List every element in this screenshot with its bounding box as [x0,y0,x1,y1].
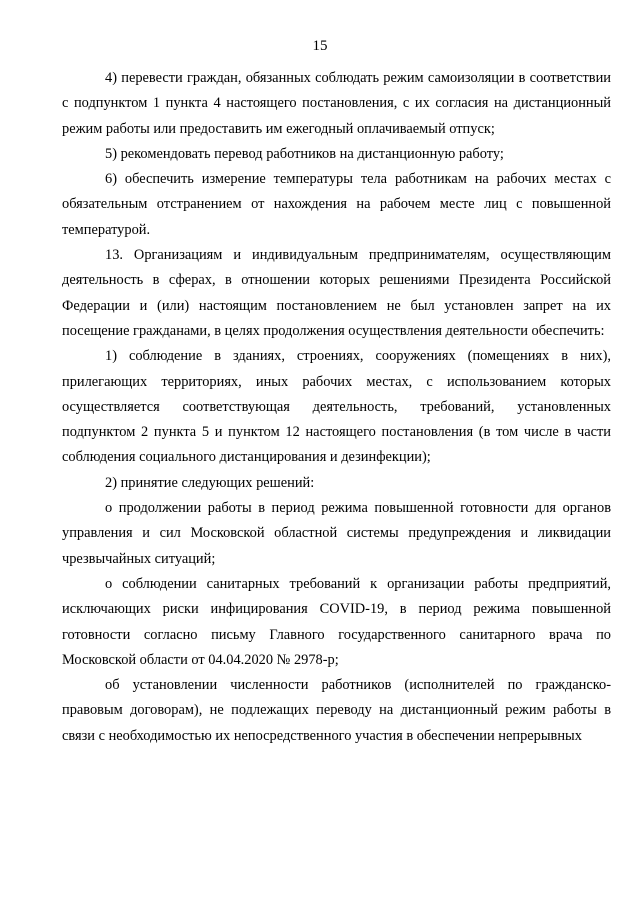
paragraph-item-5: 5) рекомендовать перевод работников на дистанционную работу; [105,145,504,162]
paragraph-decision-staff-count: об установлении численности работников (исполнителей по гражданско-правовым договорам), не подлежащих переводу на дистанционный режим работы в связи с необходимостью их непосредственного участия в обеспечении непрерывных [62,677,611,744]
paragraph-item-4: 4) перевести граждан, обязанных соблюдать режим самоизоляции в соответствии с подпунктом 1 пункта 4 настоящего постановления, с их согласия на дистанционный режим работы или предоставить им ежегодный оплачиваемый отпуск; [62,70,611,137]
paragraph-section-13: 13. Организациям и индивидуальным предпринимателям, осуществляющим деятельность в сферах, в отношении которых решениями Президента Российской Федерации и (или) настоящим постановлением не был установлен запрет на их посещение гражданами, в целях продолжения осуществления деятельности обеспечить: [62,247,611,339]
paragraph-item-1: 1) соблюдение в зданиях, строениях, сооружениях (помещениях в них), прилегающих территориях, иных рабочих местах, с использованием которых осуществляется соответствующая деятельность, требований, установленных подпунктом 2 пункта 5 и пунктом 12 настоящего постановления (в том числе в части соблюдения социального дистанцирования и дезинфекции); [62,348,611,466]
paragraph-decision-continue-work: о продолжении работы в период режима повышенной готовности для органов управления и сил Московской областной системы предупреждения и ликвидации чрезвычайных ситуаций; [62,500,611,567]
page-number: 15 [312,38,328,54]
paragraph-item-2: 2) принятие следующих решений: [105,474,315,491]
document-body [62,66,611,749]
paragraph-decision-sanitary: о соблюдении санитарных требований к организации работы предприятий, исключающих риски инфицирования COVID-19, в период режима повышенной готовности согласно письму Главного государственного санитарного врача по Московской области от 04.04.2020 № 2978-р; [62,575,611,668]
paragraph-item-6: 6) обеспечить измерение температуры тела работникам на рабочих местах с обязательным отстранением от нахождения на рабочем месте лиц с повышенной температурой. [62,171,611,238]
